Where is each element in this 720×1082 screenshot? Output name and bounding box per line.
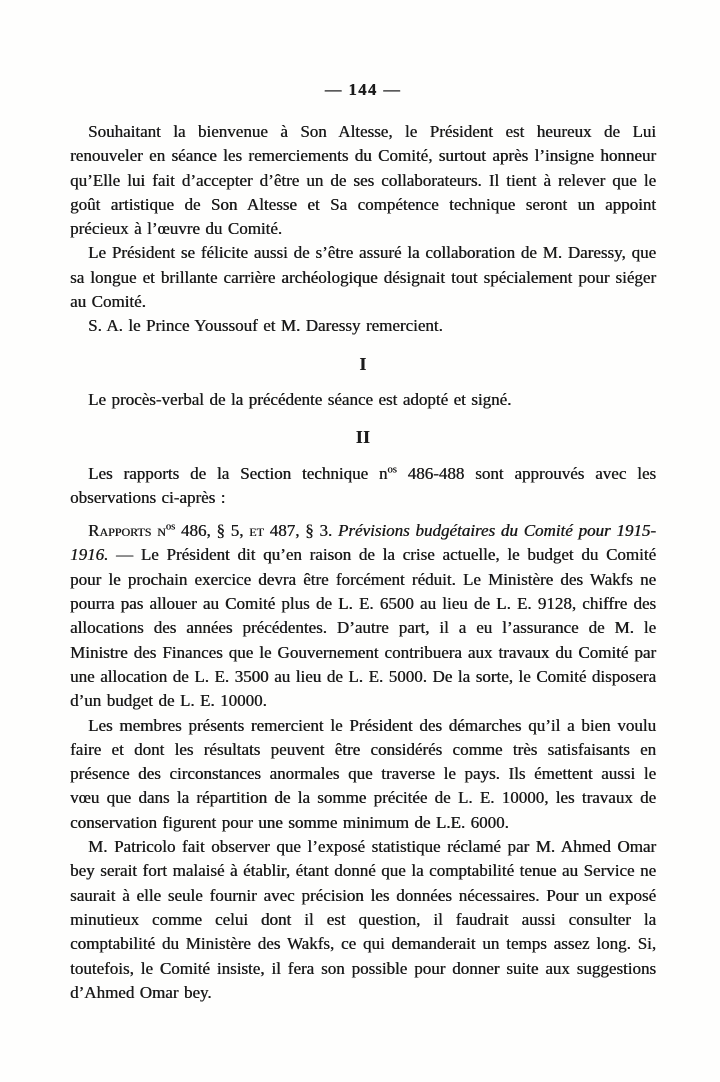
paragraph: [70, 462, 656, 511]
text-block: [70, 120, 656, 1005]
section-heading: I: [359, 353, 367, 374]
text-segment: Les membres présents remercient le Président des démarches qu’il a bien voulu faire et dont les résultats peuvent être considérés comme très satisfaisants en présence des circonstances anormales que traverse le pays. Ils émettent aussi le vœu que dans la répartition de la somme précitée de L. E. 10000, les travaux de conservation figurent pour une somme minimum de L.E. 6000.: [70, 715, 656, 832]
paragraph: [70, 120, 656, 241]
text-segment: Les rapports de la Section technique n: [88, 463, 388, 483]
text-segment: Souhaitant la bienvenue à Son Altesse, le Président est heureux de Lui renouveler en séance les remerciements du Comité, surtout après l’insigne honneur qu’Elle lui fait d’accepter d’être un de ses collaborateurs. Il tient à relever que le goût artistique de Son Altesse et Sa compétence technique seront un appoint précieux à l’œuvre du Comité.: [70, 122, 656, 239]
text-segment: 486-488 sont approuvés avec les observations ci-après :: [70, 463, 656, 507]
page-number: — 144 —: [324, 80, 402, 99]
paragraph: [70, 519, 656, 713]
paragraph: [70, 388, 656, 412]
text-segment-italic: Prévisions budgétaires du Comité pour 1915-1916.: [70, 521, 656, 565]
text-segment: S. A. le Prince Youssouf et M. Daressy remercient.: [88, 316, 443, 336]
paragraph: [70, 314, 656, 338]
text-segment: — Le Président dit qu’en raison de la crise actuelle, le budget du Comité pour le prochain exercice devra être forcément réduit. Le Ministère des Wakfs ne pourra pas allouer au Comité plus de L. E. 6500 au lieu de L. E. 9128, chiffre des allocations des années précédentes. D’autre part, il a eu l’assurance de M. le Ministre des Finances que le Gouvernement contribuera aux travaux du Comité par une allocation de L. E. 3500 au lieu de L. E. 5000. De la sorte, le Comité disposera d’un budget de L. E. 10000.: [70, 545, 656, 711]
text-segment: 486, § 5,: [175, 521, 250, 541]
text-segment-smallcaps: et: [249, 521, 264, 541]
paragraph: [70, 835, 656, 1005]
text-segment: Le procès-verbal de la précédente séance est adopté et signé.: [88, 389, 512, 409]
text-segment: 487, § 3.: [263, 521, 338, 541]
text-segment: Le Président se félicite aussi de s’être assuré la collaboration de M. Daressy, que sa longue et brillante carrière archéologique désignait tout spécialement pour siéger au Comité.: [70, 243, 656, 312]
text-segment-sup: os: [165, 521, 176, 533]
text-segment-sup: os: [387, 463, 397, 475]
text-segment-smallcaps: Rapports n: [88, 521, 166, 541]
paragraph: [70, 714, 656, 835]
paragraph: [70, 241, 656, 314]
section-heading: II: [355, 427, 371, 448]
text-segment: M. Patricolo fait observer que l’exposé statistique réclamé par M. Ahmed Omar bey serait fort malaisé à établir, étant donné que la comptabilité tenue au Service ne saurait à elle seule fournir avec précision les données nécessaires. Pour un exposé minutieux comme celui dont il est question, il faudrait aussi consulter la comptabilité du Ministère des Wakfs, ce qui demanderait un temps assez long. Si, toutefois, le Comité insiste, il fera son possible pour donner suite aux suggestions d’Ahmed Omar bey.: [70, 837, 656, 1002]
